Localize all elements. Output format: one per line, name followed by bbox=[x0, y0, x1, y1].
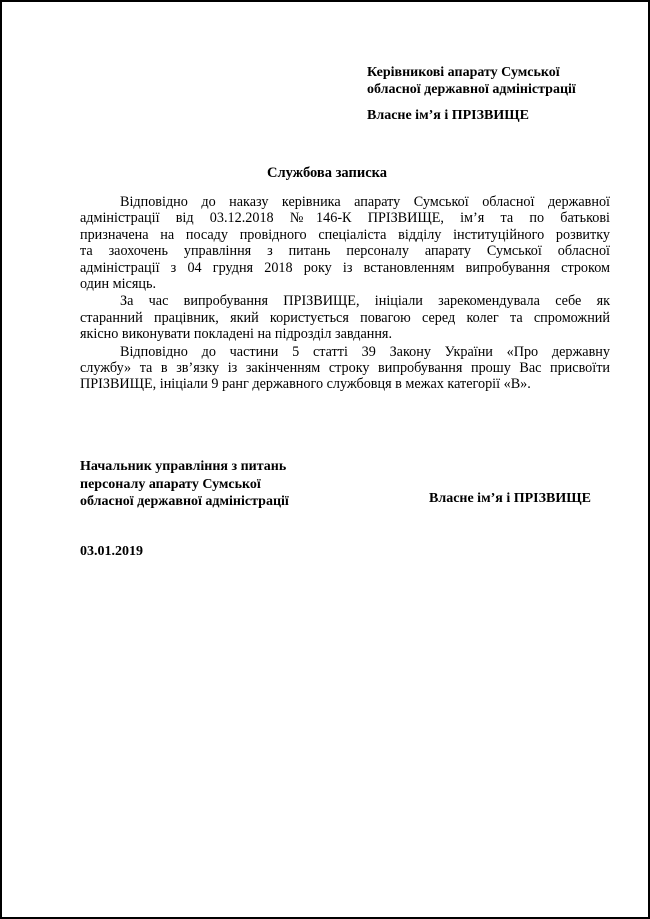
addressee-line-2: обласної державної адміністрації bbox=[367, 82, 576, 97]
paragraph-line: службу» та в зв’язку із закінченням строку випробування прошу Вас присвоїти bbox=[80, 360, 610, 377]
signer-line-3: обласної державної адміністрації bbox=[80, 494, 289, 509]
paragraph-line: адміністрації від 03.12.2018 №146-К ПРІЗВИЩЕ, ім’я та по батькові bbox=[80, 210, 610, 227]
paragraph-line: якісно виконувати покладені на підрозділ завдання. bbox=[80, 326, 392, 343]
addressee-line-1: Керівникові апарату Сумської bbox=[367, 65, 560, 80]
paragraph-line: призначена на посаду провідного спеціаліста відділу інституційного розвитку bbox=[80, 226, 610, 243]
paragraph-3 bbox=[80, 344, 610, 393]
document-date: 03.01.2019 bbox=[80, 544, 143, 559]
signer-position-block bbox=[80, 458, 289, 511]
signer-name: Власне ім’я і ПРІЗВИЩЕ bbox=[429, 491, 591, 506]
document-body bbox=[80, 194, 610, 394]
addressee-block bbox=[367, 64, 576, 124]
paragraph-line: один місяць. bbox=[80, 276, 156, 293]
paragraph-1 bbox=[80, 194, 610, 292]
paragraph-line: ПРІЗВИЩЕ, ініціали 9 ранг державного службовця в межах категорії «В». bbox=[80, 376, 531, 393]
paragraph-line: старанний працівник, який користується повагою серед колег та спроможний bbox=[80, 309, 610, 326]
paragraph-line: Відповідно до частини 5 статті 39 Закону України «Про державну bbox=[120, 343, 610, 360]
addressee-name: Власне ім’я і ПРІЗВИЩЕ bbox=[367, 108, 529, 123]
paragraph-line: адміністрації з 04 грудня 2018 року із встановленням випробування строком bbox=[80, 259, 610, 276]
paragraph-line: та заохочень управління з питань персоналу апарату Сумської обласної bbox=[80, 243, 610, 260]
document-title: Службова записка bbox=[266, 165, 388, 181]
signer-line-2: персоналу апарату Сумської bbox=[80, 476, 261, 492]
paragraph-line: За час випробування ПРІЗВИЩЕ, ініціали зарекомендувала себе як bbox=[120, 293, 610, 310]
signer-line-1: Начальник управління з питань bbox=[80, 459, 287, 474]
paragraph-line: Відповідно до наказу керівника апарату Сумської обласної державної bbox=[120, 194, 610, 210]
paragraph-2 bbox=[80, 293, 610, 342]
